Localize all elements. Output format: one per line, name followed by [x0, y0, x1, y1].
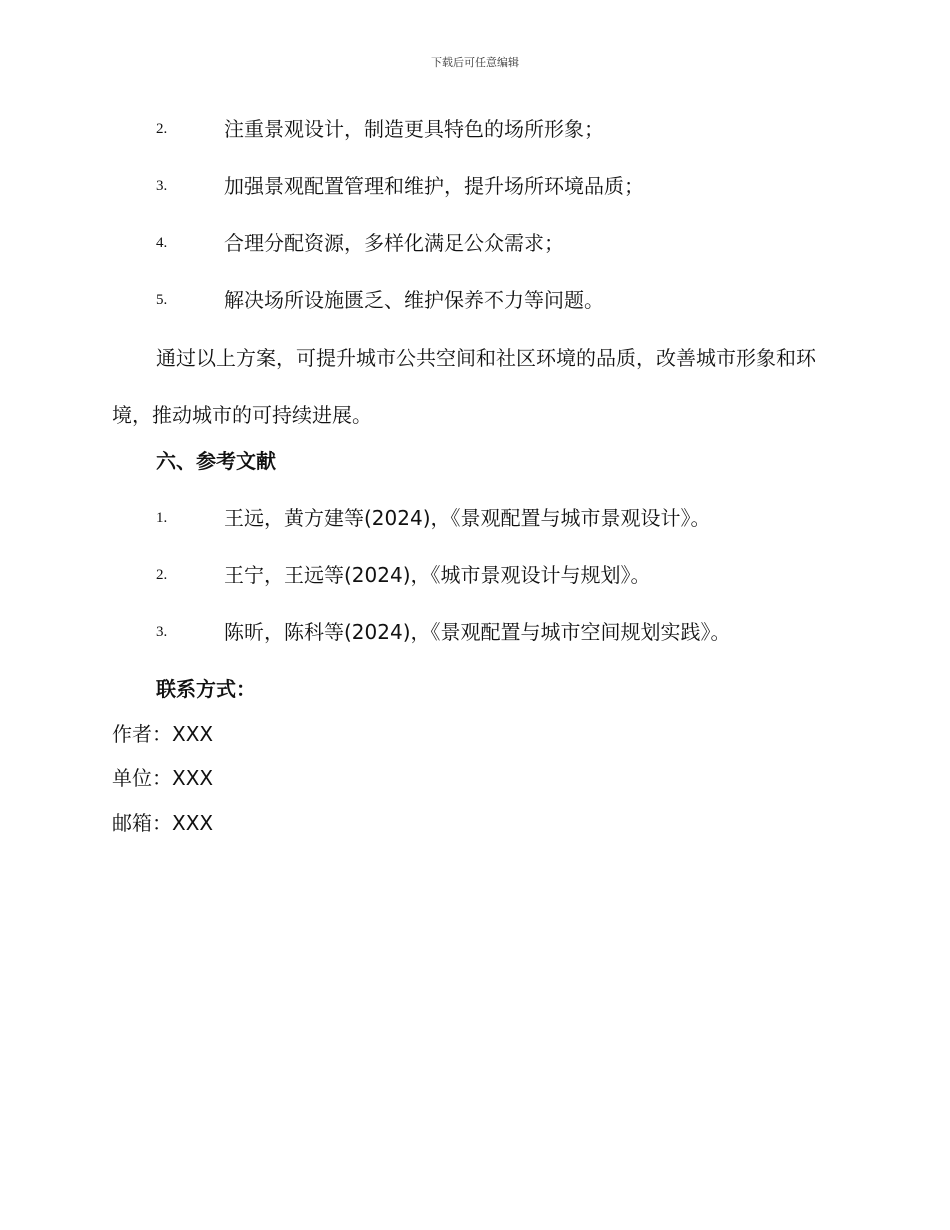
- list-text: 加强景观配置管理和维护，提升场所环境品质；: [224, 174, 644, 198]
- contact-author: 作者：XXX: [112, 722, 214, 746]
- reference-text: 陈昕，陈科等(2024)，《景观配置与城市空间规划实践》。: [224, 620, 731, 644]
- references-heading: 六、参考文献: [156, 449, 276, 473]
- reference-number: 3.: [156, 624, 168, 640]
- reference-text: 王宁，王远等(2024)，《城市景观设计与规划》。: [224, 563, 651, 587]
- reference-text: 王远，黄方建等(2024)，《景观配置与城市景观设计》。: [224, 506, 711, 530]
- list-number: 2.: [156, 121, 168, 137]
- list-number: 4.: [156, 235, 168, 251]
- reference-number: 1.: [156, 510, 168, 526]
- contact-heading: 联系方式：: [156, 677, 256, 701]
- list-text: 注重景观设计，制造更具特色的场所形象；: [224, 117, 604, 141]
- summary-paragraph: 通过以上方案，可提升城市公共空间和社区环境的品质，改善城市形象和环境，推动城市的可持续进展。: [112, 346, 816, 427]
- list-text: 合理分配资源，多样化满足公众需求；: [224, 231, 564, 255]
- header-note: 下载后可任意编辑: [431, 56, 519, 69]
- contact-unit: 单位：XXX: [112, 766, 214, 790]
- contact-email: 邮箱：XXX: [112, 811, 214, 835]
- list-text: 解决场所设施匮乏、维护保养不力等问题。: [224, 288, 604, 312]
- reference-number: 2.: [156, 567, 168, 583]
- list-number: 3.: [156, 178, 168, 194]
- list-number: 5.: [156, 292, 168, 308]
